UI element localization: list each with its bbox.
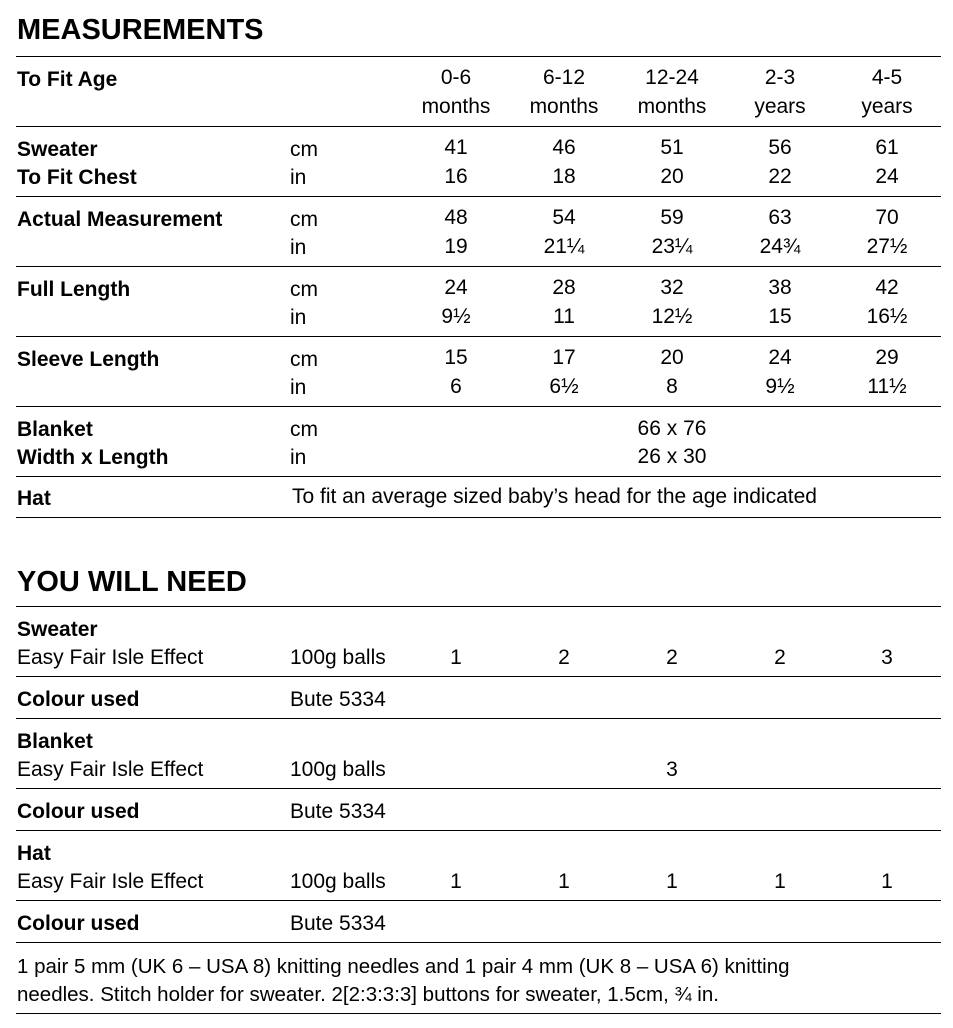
cell: 63 [768, 206, 792, 229]
cell: 19 [444, 235, 468, 258]
cell: 24 [444, 276, 468, 299]
cell: 1 [774, 870, 786, 893]
cell: 6 [450, 375, 462, 398]
yarn-name: Easy Fair Isle Effect [17, 758, 204, 781]
cell: 29 [875, 346, 899, 369]
section-name: Blanket [17, 730, 93, 753]
cell: 1 [666, 870, 678, 893]
colour-value: Bute 5334 [290, 912, 386, 935]
cell: 11 [553, 305, 575, 328]
cell: 9½ [441, 305, 471, 328]
cell: 51 [660, 136, 684, 159]
divider [16, 517, 941, 518]
age-col-5-bottom: years [861, 95, 913, 118]
cell: 22 [768, 165, 792, 188]
yarn-unit: 100g balls [290, 758, 386, 781]
cell: 27½ [866, 235, 908, 258]
measurements-heading: MEASUREMENTS [17, 14, 264, 46]
colour-label: Colour used [17, 688, 140, 711]
cell: 16½ [866, 305, 908, 328]
cell: 15 [768, 305, 792, 328]
cell: 21¼ [543, 235, 585, 258]
divider [16, 56, 941, 57]
unit-cm: cm [290, 208, 318, 231]
cell: 3 [666, 758, 678, 781]
yarn-unit: 100g balls [290, 870, 386, 893]
cell: 2 [666, 646, 678, 669]
cell: 20 [660, 165, 684, 188]
cell: 20 [660, 346, 684, 369]
age-label: To Fit Age [17, 68, 118, 91]
age-col-2-bottom: months [529, 95, 599, 118]
divider [16, 788, 941, 789]
cell: 61 [875, 136, 899, 159]
unit-cm: cm [290, 418, 318, 441]
age-col-4-bottom: years [754, 95, 806, 118]
cell: 70 [875, 206, 899, 229]
divider [16, 406, 941, 407]
cell: 24 [875, 165, 899, 188]
cell: 16 [444, 165, 468, 188]
unit-in: in [290, 306, 307, 329]
cell: 1 [450, 646, 462, 669]
section-name: Sweater [17, 618, 98, 641]
divider [16, 266, 941, 267]
yarn-name: Easy Fair Isle Effect [17, 870, 204, 893]
cell: 17 [552, 346, 576, 369]
divider [16, 830, 941, 831]
cell: 12½ [651, 305, 693, 328]
blanket-size-cm: 66 x 76 [637, 417, 707, 440]
age-col-3-top: 12-24 [645, 66, 699, 89]
cell: 3 [881, 646, 893, 669]
unit-cm: cm [290, 348, 318, 371]
cell: 42 [875, 276, 899, 299]
cell: 9½ [765, 375, 795, 398]
cell: 8 [666, 375, 678, 398]
cell: 38 [768, 276, 792, 299]
unit-in: in [290, 166, 307, 189]
age-col-3-bottom: months [637, 95, 707, 118]
cell: 6½ [549, 375, 579, 398]
cell: 59 [660, 206, 684, 229]
divider [16, 476, 941, 477]
row-label: Blanket [17, 418, 93, 441]
cell: 18 [552, 165, 576, 188]
cell: 1 [450, 870, 462, 893]
row-label: Actual Measurement [17, 208, 223, 231]
cell: 1 [881, 870, 893, 893]
cell: 41 [444, 136, 468, 159]
cell: 24 [768, 346, 792, 369]
colour-value: Bute 5334 [290, 688, 386, 711]
cell: 24¾ [759, 235, 801, 258]
colour-value: Bute 5334 [290, 800, 386, 823]
notes-line-1: 1 pair 5 mm (UK 6 – USA 8) knitting needles and 1 pair 4 mm (UK 8 – USA 6) knitting [17, 955, 790, 978]
cell: 46 [552, 136, 576, 159]
you-will-need-heading: YOU WILL NEED [17, 566, 247, 598]
notes-line-2: needles. Stitch holder for sweater. 2[2:3:3:3] buttons for sweater, 1.5cm, ¾ in. [17, 983, 719, 1006]
section-name: Hat [17, 842, 51, 865]
hat-description: To fit an average sized baby’s head for the age indicated [292, 485, 817, 508]
divider [16, 336, 941, 337]
cell: 1 [558, 870, 570, 893]
unit-cm: cm [290, 278, 318, 301]
cell: 28 [552, 276, 576, 299]
age-col-1-bottom: months [421, 95, 491, 118]
divider [16, 196, 941, 197]
divider [16, 718, 941, 719]
blanket-size-in: 26 x 30 [637, 445, 707, 468]
divider [16, 126, 941, 127]
row-label: Sweater [17, 138, 98, 161]
divider [16, 942, 941, 943]
cell: 54 [552, 206, 576, 229]
colour-label: Colour used [17, 912, 140, 935]
divider [16, 1013, 941, 1014]
row-label: Sleeve Length [17, 348, 160, 371]
divider [16, 900, 941, 901]
cell: 48 [444, 206, 468, 229]
yarn-unit: 100g balls [290, 646, 386, 669]
cell: 2 [558, 646, 570, 669]
unit-in: in [290, 236, 307, 259]
yarn-name: Easy Fair Isle Effect [17, 646, 204, 669]
age-col-1-top: 0-6 [440, 66, 472, 89]
cell: 2 [774, 646, 786, 669]
cell: 15 [444, 346, 468, 369]
age-col-2-top: 6-12 [542, 66, 586, 89]
age-col-4-top: 2-3 [764, 66, 796, 89]
row-label: Full Length [17, 278, 131, 301]
unit-in: in [290, 376, 307, 399]
cell: 11½ [867, 375, 907, 398]
unit-in: in [290, 446, 307, 469]
cell: 32 [660, 276, 684, 299]
divider [16, 606, 941, 607]
cell: 56 [768, 136, 792, 159]
divider [16, 676, 941, 677]
row-label-2: To Fit Chest [17, 166, 137, 189]
row-label: Hat [17, 487, 51, 510]
unit-cm: cm [290, 138, 318, 161]
cell: 23¼ [651, 235, 693, 258]
age-col-5-top: 4-5 [871, 66, 903, 89]
colour-label: Colour used [17, 800, 140, 823]
row-label-2: Width x Length [17, 446, 169, 469]
